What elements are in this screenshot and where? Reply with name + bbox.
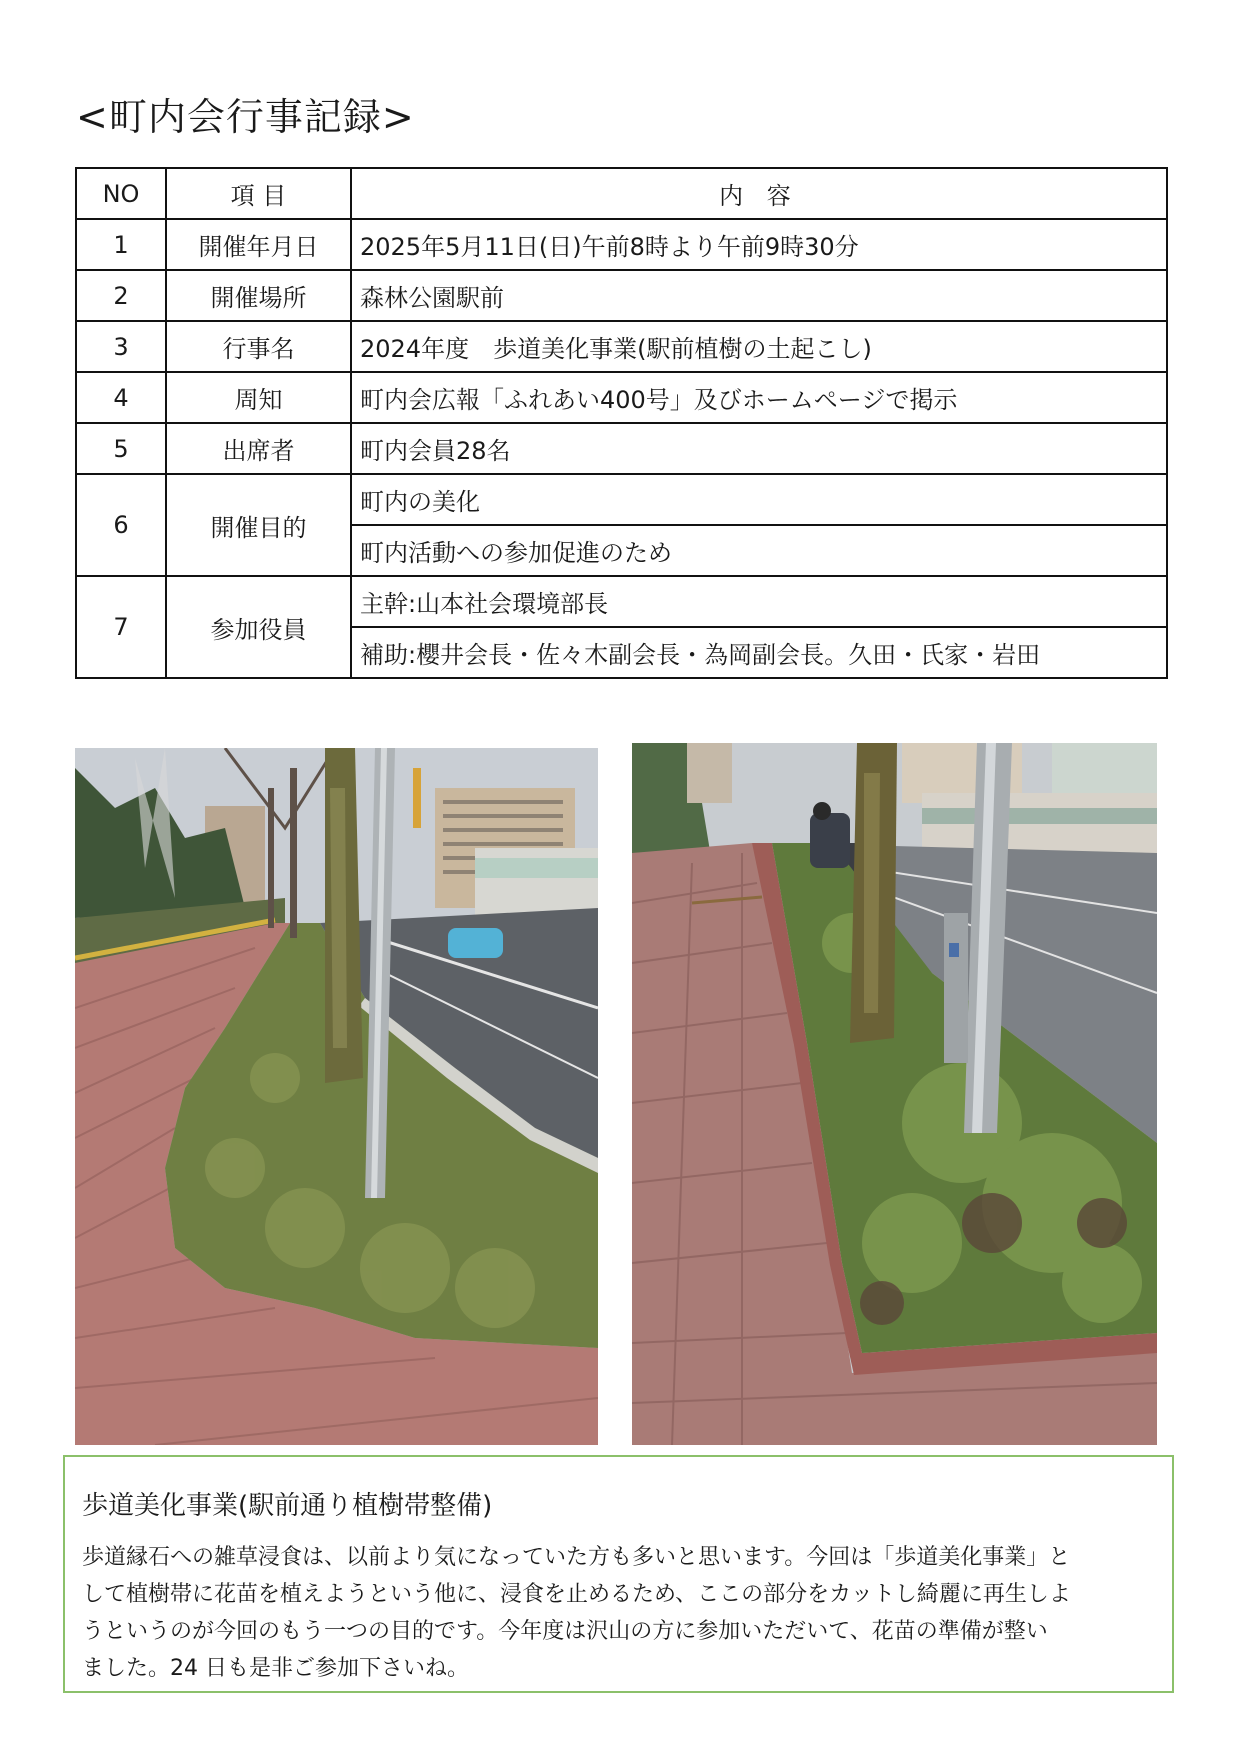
row-content: 2024年度 歩道美化事業(駅前植樹の土起こし) (351, 321, 1167, 372)
note-title: 歩道美化事業(駅前通り植樹帯整備) (82, 1491, 493, 1521)
page-title: <町内会行事記録> (76, 95, 415, 139)
row-item: 参加役員 (166, 576, 351, 678)
row-no: 1 (76, 219, 166, 270)
row-content: 補助:櫻井会長・佐々木副会長・為岡副会長。久田・氏家・岩田 (351, 627, 1167, 678)
row-content: 主幹:山本社会環境部長 (351, 576, 1167, 627)
table-row (76, 372, 1167, 423)
note-body (82, 1539, 1162, 1687)
table-row (76, 423, 1167, 474)
note-line: 歩道縁石への雑草浸食は、以前より気になっていた方も多いと思います。今回は「歩道美化事業」と (82, 1545, 1071, 1570)
row-item: 開催目的 (166, 474, 351, 576)
note-box (63, 1455, 1174, 1693)
table-row (76, 270, 1167, 321)
row-item: 周知 (166, 372, 351, 423)
table-row (76, 321, 1167, 372)
table-header-row (76, 168, 1167, 219)
row-item: 開催年月日 (166, 219, 351, 270)
row-no: 5 (76, 423, 166, 474)
header-no: NO (76, 168, 166, 219)
row-content: 町内会員28名 (351, 423, 1167, 474)
row-item: 開催場所 (166, 270, 351, 321)
header-item: 項 目 (166, 168, 351, 219)
row-no: 7 (76, 576, 166, 678)
row-content: 2025年5月11日(日)午前8時より午前9時30分 (351, 219, 1167, 270)
row-content: 町内活動への参加促進のため (351, 525, 1167, 576)
row-no: 6 (76, 474, 166, 576)
row-content: 町内会広報「ふれあい400号」及びホームページで掲示 (351, 372, 1167, 423)
table-row (76, 474, 1167, 525)
note-line: うというのが今回のもう一つの目的です。今年度は沢山の方に参加いただいて、花苗の準備が整い (82, 1619, 1048, 1644)
row-no: 2 (76, 270, 166, 321)
note-line: して植樹帯に花苗を植えようという他に、浸食を止めるため、ここの部分をカットし綺麗に再生しよ (82, 1582, 1071, 1607)
row-no: 4 (76, 372, 166, 423)
row-content: 森林公園駅前 (351, 270, 1167, 321)
row-item: 行事名 (166, 321, 351, 372)
row-item: 出席者 (166, 423, 351, 474)
table-row (76, 576, 1167, 627)
event-record-table (75, 167, 1168, 679)
table-row (76, 219, 1167, 270)
sidewalk-before-photo (75, 748, 598, 1445)
header-content: 内 容 (351, 168, 1167, 219)
row-no: 3 (76, 321, 166, 372)
planting-strip-work-photo (632, 743, 1157, 1445)
row-content: 町内の美化 (351, 474, 1167, 525)
note-line: ました。24 日も是非ご参加下さいね。 (82, 1656, 469, 1681)
